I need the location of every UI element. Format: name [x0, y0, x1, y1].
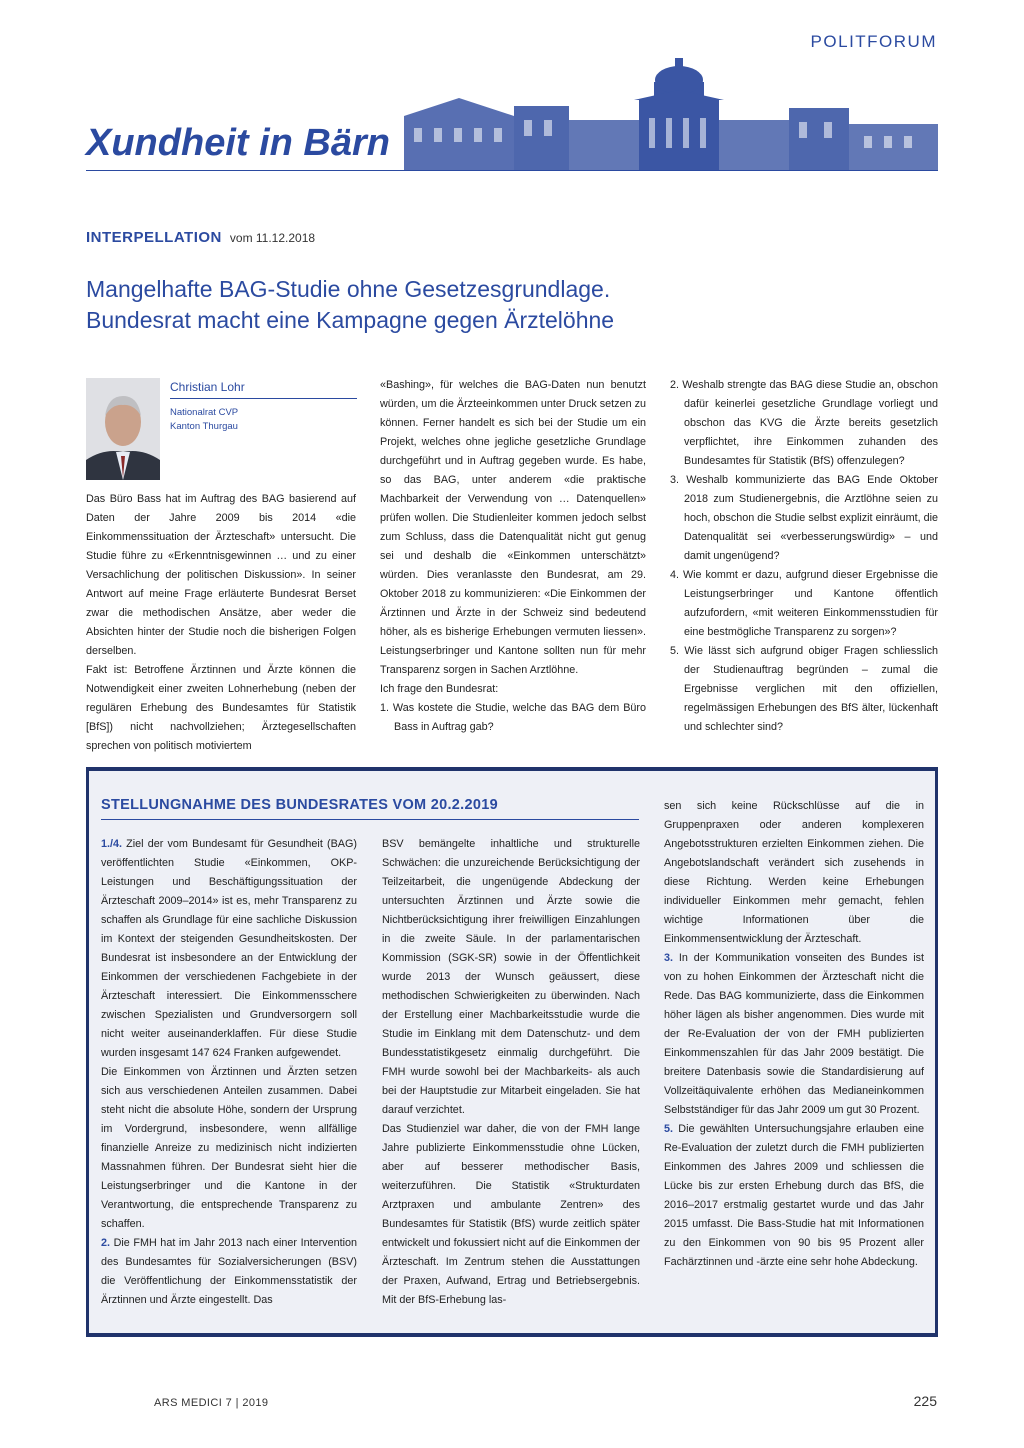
kicker-label: INTERPELLATION	[86, 229, 222, 246]
parliament-building-illustration	[404, 58, 938, 170]
headline-line-1: Mangelhafte BAG-Studie ohne Gesetzesgrundlage.	[86, 276, 611, 302]
answer-number: 5.	[664, 1123, 674, 1135]
statement-column-1	[101, 835, 357, 1310]
column-title: Xundheit in Bärn	[86, 122, 390, 164]
statement-column-3	[664, 797, 924, 1272]
statement-box-bottom-border	[86, 1333, 938, 1337]
statement-paragraph	[664, 949, 924, 1120]
statement-paragraph: sen sich keine Rückschlüsse auf die in Gruppenpraxen oder anderen komplexeren Angebotsstrukturen erzielten Einkommen ziehen. Die Angebotslandschaft verändert sich zusehends in diese Richtung. Werden keine Erhebungen individueller Einkommen mehr gemacht, fehlen wichtige Informationen über die Einkommensentwicklung der Ärzteschaft.	[664, 800, 924, 945]
answer-number: 2.	[101, 1237, 111, 1249]
answer-number: 3.	[664, 952, 674, 964]
page-number: 225	[913, 1393, 937, 1409]
headline-line-2: Bundesrat macht eine Kampagne gegen Ärztelöhne	[86, 307, 615, 333]
author-party: Nationalrat CVP	[170, 407, 239, 418]
headline	[86, 274, 946, 336]
body-column-3	[670, 376, 938, 737]
statement-paragraph	[101, 835, 357, 1063]
body-paragraph: Das Büro Bass hat im Auftrag des BAG basierend auf Daten der Jahre 2009 bis 2014 «die Einkommenssituation der Ärzteschaft» untersucht. Die Studie führe zu «Erkenntnisgewinnen … und zu einer Versachlichung der politischen Diskussion». In seiner Antwort auf meine Frage erläuterte Bundesrat Berset zwar die methodischen Ansätze, aber weder die Absichten hinter der Studie noch die bisherigen Folgen derselben.	[86, 493, 356, 657]
answer-text: In der Kommunikation vonseiten des Bundes ist von zu hohen Einkommen der Ärzteschaft nicht die Rede. Das BAG kommunizierte, dass die Einkommen höher lägen als bisher angenommen. Dies wurde mit der Re-Evaluation der von der FMH publizierten Einkommenszahlen für das Jahr 2009 bestätigt. Die breitere Datenbasis sowie die Standardisierung auf Vollzeitäquivalente erhöhen das Medianeinkommen Selbstständiger für das Jahr 2009 um gut 30 Prozent.	[664, 952, 924, 1116]
statement-box-left-border	[86, 767, 89, 1337]
statement-paragraph: Die Einkommen von Ärztinnen und Ärzten setzen sich aus verschiedenen Anteilen zusammen. Dabei steht nicht die absolute Höhe, sondern der Ursprung im Vordergrund, insbesondere, wenn allfällige finanzielle Anreize zu medizinisch nicht indizierten Massnahmen führen. Der Bundesrat sieht hier die Leistungserbringer und die Kantone in der Verantwortung, die entsprechende Transparenz zu schaffen.	[101, 1066, 357, 1230]
statement-paragraph	[101, 1234, 357, 1310]
journal-footer: ARS MEDICI 7 | 2019	[154, 1397, 269, 1409]
author-photo	[86, 378, 160, 480]
author-canton: Kanton Thurgau	[170, 421, 238, 432]
body-paragraph: Fakt ist: Betroffene Ärztinnen und Ärzte können die Notwendigkeit einer zweiten Lohnerhebung (neben der regulären Erhebung des Bundesamtes für Statistik [BfS]) nicht nachvollziehen; Ärztegesellschaften sprechen von politisch motiviertem	[86, 664, 356, 752]
author-role	[170, 406, 238, 434]
question-5: 5. Wie lässt sich aufgrund obiger Fragen schliesslich der Studienauftrag begründen – zumal die Ergebnisse verglichen mit den offiziellen, regelmässigen Erhebungen des BfS älter, lückenhaft und schlechter sind?	[670, 645, 938, 733]
author-divider	[170, 398, 357, 399]
answer-text: Die FMH hat im Jahr 2013 nach einer Intervention des Bundesamtes für Sozialversicherungen (BSV) die Veröffentlichung der Einkommensstatistik der Ärztinnen und Ärzte eingestellt. Das	[101, 1237, 357, 1306]
body-paragraph: «Bashing», für welches die BAG-Daten nun benutzt würden, um die Ärzteeinkommen unter Druck setzen zu können. Ferner handelt es sich bei der Studie um ein Projekt, welches ohne jegliche gesetzliche Grundlage durchgeführt und in Auftrag gegeben wurde. Es habe, so das BAG, unter anderem «die praktische Machbarkeit der Verwendung von … Datenquellen» prüfen wollen. Die Studienleiter kommen jedoch selbst zum Schluss, dass die Datenqualität nicht gut genug sei und deshalb die «Einkommen unterschätzt» würden. Dies veranlasste den Bundesrat, am 29. Oktober 2018 zu kommunizieren: «Die Einkommen der Ärztinnen und Ärzte in der Schweiz sind bedeutend höher, als es bisherige Erhebungen vermuten liessen». Leistungserbringer und Kantone sollten nun für mehr Transparenz sorgen in Sachen Arztlöhne.	[380, 379, 646, 676]
body-column-1	[86, 490, 356, 756]
answer-text: Die gewählten Untersuchungsjahre erlauben eine Re-Evaluation der zuletzt durch die FMH publizierten Einkommen des Jahres 2009 und schliessen die Lücke bis zur ersten Erhebung durch das BfS, die 2016–2017 erstmalig gestartet wurde und das Jahr 2015 umfasst. Die Bass-Studie hat mit Informationen zu den Einkommen von 90 bis 95 Prozent aller Fachärztinnen und -ärzte eine sehr hohe Abdeckung.	[664, 1123, 924, 1268]
question-intro: Ich frage den Bundesrat:	[380, 683, 499, 695]
question-3: 3. Weshalb kommunizierte das BAG Ende Oktober 2018 zum Studienergebnis, die Arztlöhne seien zu hoch, obschon die Studie selbst explizit einräumt, die Datenqualität sei «verbesserungswürdig» – und damit ungenügend?	[670, 474, 938, 562]
author-name: Christian Lohr	[170, 380, 245, 394]
kicker-date: vom 11.12.2018	[229, 231, 316, 245]
statement-heading: STELLUNGNAHME DES BUNDESRATES VOM 20.2.2019	[101, 797, 498, 813]
statement-paragraph	[664, 1120, 924, 1272]
kicker	[86, 229, 315, 246]
body-column-2	[380, 376, 646, 737]
statement-paragraph: BSV bemängelte inhaltliche und strukturelle Schwächen: die unzureichende Berücksichtigung der Teilzeitarbeit, die ungenügende Abdeckung der untersuchten Ärztinnen und Ärzte sowie die Nichtberücksichtigung ihrer freiwilligen Einzahlungen in die zweite Säule. In der parlamentarischen Kommission (SGK-SR) sowie in der Öffentlichkeit wurde 2013 der Wunsch geäussert, diese methodischen Schwierigkeiten zu überwinden. Nach der Erstellung einer Machbarkeitsstudie wurde die Studie im Einklang mit dem Datenschutz- und dem Bundesstatistikgesetz einmalig durchgeführt. Die FMH wurde sowohl bei der Machbarkeits- als auch bei der Hauptstudie zur Mitarbeit eingeladen. Sie hat darauf verzichtet.	[382, 838, 640, 1116]
question-4: 4. Wie kommt er dazu, aufgrund dieser Ergebnisse die Leistungserbringer und Kantone öffentlich aufzufordern, «mit weiteren Einkommensstudien für eine bestmögliche Transparenz zu sorgen»?	[670, 569, 938, 638]
statement-column-2	[382, 835, 640, 1310]
statement-heading-underline	[101, 819, 639, 820]
question-2: 2. Weshalb strengte das BAG diese Studie an, obschon dafür keinerlei gesetzliche Grundlage vorliegt und obschon das KVG die Ärzte bereits gesetzlich verpflichtet, ihre Einkommen zuhanden des Bundesamtes für Statistik (BfS) offenzulegen?	[670, 379, 938, 467]
masthead-divider	[86, 170, 938, 171]
statement-box-right-border	[935, 767, 938, 1337]
answer-number: 1./4.	[101, 838, 123, 850]
question-1: 1. Was kostete die Studie, welche das BAG dem Büro Bass in Auftrag gab?	[380, 702, 646, 733]
statement-box-top-border	[86, 767, 938, 771]
section-label: POLITFORUM	[810, 32, 937, 51]
answer-text: Ziel der vom Bundesamt für Gesundheit (BAG) veröffentlichten Studie «Einkommen, OKP-Leistungen und Beschäftigungssituation der Ärzteschaft 2009–2014» ist es, mehr Transparenz zu schaffen als Grundlage für eine sachliche Diskussion im Kontext der steigenden Gesundheitskosten. Der Bundesrat ist insbesondere an der Entwicklung der Einkommen der verschiedenen Fachgebiete in der Ärzteschaft interessiert. Die Einkommensschere zwischen Spezialisten und Grundversorgern soll nicht weiter auseinanderklaffen. Für diese Studie wurden insgesamt 147 624 Franken aufgewendet.	[101, 838, 357, 1059]
statement-paragraph: Das Studienziel war daher, die von der FMH lange Jahre publizierte Einkommensstudie ohne Lücken, aber auf besserer methodischer Basis, weiterzuführen. Die Statistik «Strukturdaten Arztpraxen und ambulante Zentren» des Bundesamtes für Statistik (BfS) wurde zeitlich später entwickelt und fokussiert nicht auf die Einkommen der Ärzteschaft. Im Zentrum stehen die Ausstattungen der Praxen, Aufwand, Ertrag und Betriebsergebnis. Mit der BfS-Erhebung las-	[382, 1123, 640, 1306]
